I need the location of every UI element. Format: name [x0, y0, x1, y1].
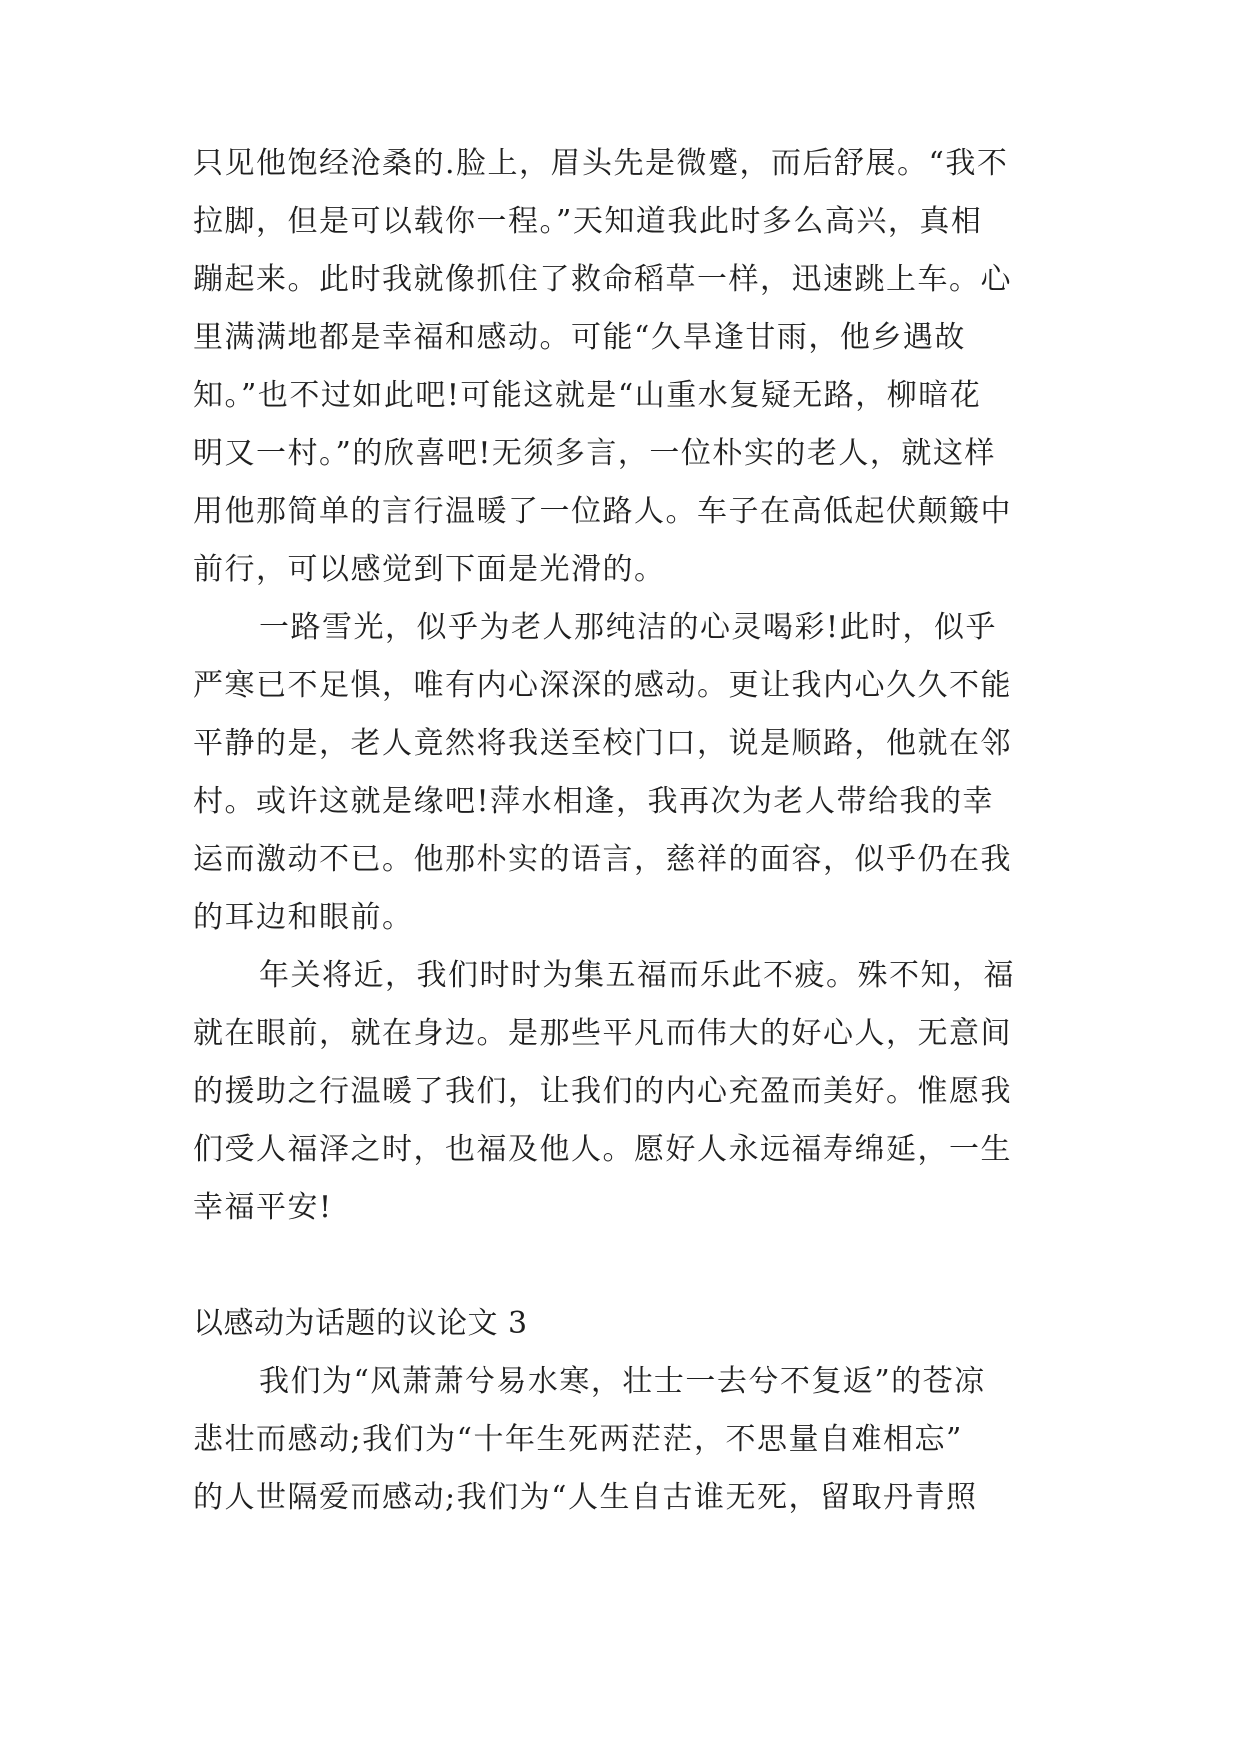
text-line: 年关将近，我们时时为集五福而乐此不疲。殊不知，福	[259, 958, 1015, 993]
text-line: 一路雪光，似乎为老人那纯洁的心灵喝彩!此时，似乎	[259, 610, 998, 645]
text-line: 村。或许这就是缘吧!萍水相逢，我再次为老人带给我的幸	[193, 784, 995, 819]
section-gap	[193, 1237, 1053, 1295]
text-line: 幸福平安!	[193, 1190, 333, 1225]
paragraph-4	[193, 1353, 1053, 1527]
text-line: 严寒已不足惧，唯有内心深深的感动。更让我内心久久不能	[193, 668, 1012, 703]
section-heading: 以感动为话题的议论文 3	[193, 1306, 528, 1341]
paragraph-3	[193, 947, 1053, 1237]
text-line: 的援助之行温暖了我们，让我们的内心充盈而美好。惟愿我	[193, 1074, 1012, 1109]
text-line: 的耳边和眼前。	[193, 900, 414, 935]
text-line: 运而激动不已。他那朴实的语言，慈祥的面容，似乎仍在我	[193, 842, 1012, 877]
text-line: 只见他饱经沧桑的.脸上，眉头先是微蹙，而后舒展。“我不	[193, 146, 1009, 181]
text-line: 前行，可以感觉到下面是光滑的。	[193, 552, 666, 587]
text-line: 就在眼前，就在身边。是那些平凡而伟大的好心人，无意间	[193, 1016, 1012, 1051]
text-line: 平静的是，老人竟然将我送至校门口，说是顺路，他就在邻	[193, 726, 1012, 761]
paragraph-1	[193, 135, 1053, 599]
text-line: 的人世隔爱而感动;我们为“人生自古谁无死，留取丹青照	[193, 1480, 978, 1515]
paragraph-2	[193, 599, 1053, 947]
text-line: 知。”也不过如此吧!可能这就是“山重水复疑无路，柳暗花	[193, 378, 982, 413]
text-line: 们受人福泽之时，也福及他人。愿好人永远福寿绵延，一生	[193, 1132, 1012, 1167]
text-line: 蹦起来。此时我就像抓住了救命稻草一样，迅速跳上车。心	[193, 262, 1012, 297]
text-line: 明又一村。”的欣喜吧!无须多言，一位朴实的老人，就这样	[193, 436, 996, 471]
text-line: 我们为“风萧萧兮易水寒，壮士一去兮不复返”的苍凉	[259, 1364, 986, 1399]
text-line: 拉脚，但是可以载你一程。”天知道我此时多么高兴，真相	[193, 204, 983, 239]
text-line: 悲壮而感动;我们为“十年生死两茫茫，不思量自难相忘”	[193, 1422, 963, 1457]
text-line: 里满满地都是幸福和感动。可能“久旱逢甘雨，他乡遇故	[193, 320, 966, 355]
document-body	[193, 135, 1053, 1527]
text-line: 用他那简单的言行温暖了一位路人。车子在高低起伏颠簸中	[193, 494, 1012, 529]
